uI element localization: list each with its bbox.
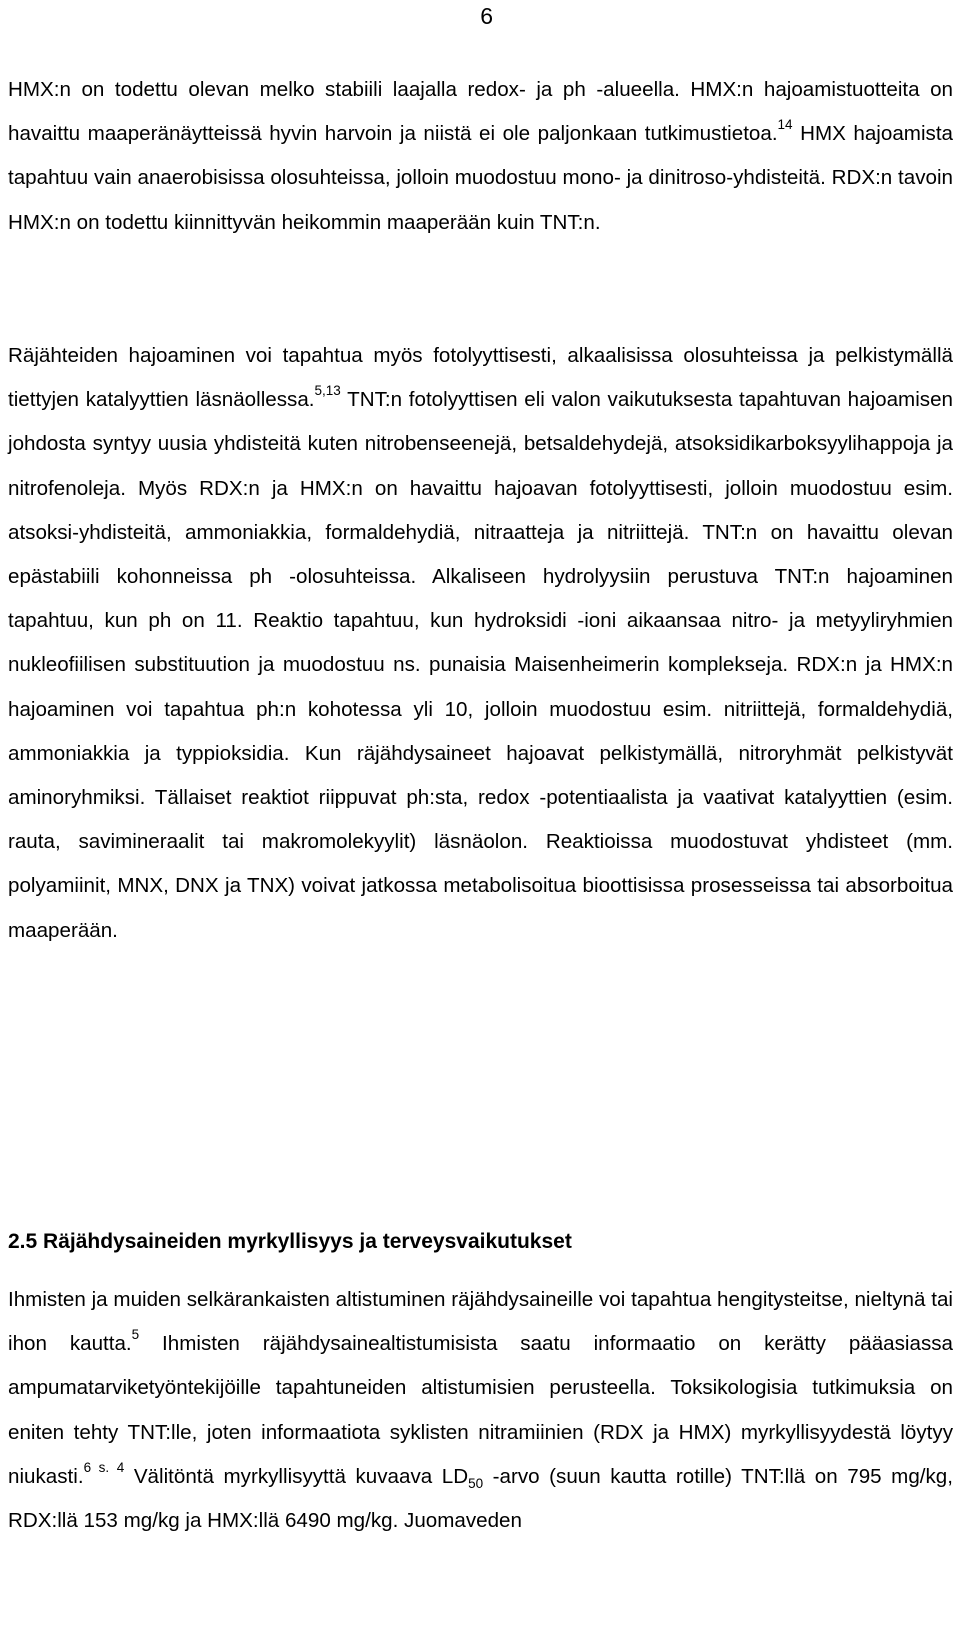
paragraph-text: Välitöntä myrkyllisyyttä kuvaava LD — [124, 1464, 469, 1488]
paragraph-toxicity — [8, 1278, 953, 1543]
paragraph-degradation — [8, 334, 953, 953]
paragraph-text: Räjähteiden hajoaminen voi tapahtua myös fotolyyttisesti, alkaalisissa olosuhteissa ja pelkistymällä tiettyjen katalyyttien läsnäollessa. — [8, 344, 953, 412]
citation-ref: 6 s. 4 — [83, 1459, 125, 1475]
citation-ref: 5,13 — [314, 383, 341, 399]
section-heading: 2.5 Räjähdysaineiden myrkyllisyys ja terveysvaikutukset — [8, 1230, 572, 1253]
citation-ref: 14 — [777, 117, 793, 133]
paragraph-text: Ihmisten räjähdysainealtistumisista saatu informaatio on kerätty pääasiassa ampumatarviketyöntekijöille tapahtuneiden altistumisien perusteella. Toksikologisia tutkimuksia on eniten tehty TNT:lle, joten informaatiota syklisten nitramiinien (RDX ja HMX) myrkyllisyydestä löytyy niukasti. — [8, 1332, 954, 1488]
paragraph-text: HMX hajoamista tapahtuu vain anaerobisissa olosuhteissa, jolloin muodostuu mono- ja dinitroso-yhdisteitä. RDX:n tavoin HMX:n on todettu kiinnittyvän heikommin maaperään kuin TNT:n. — [8, 122, 953, 234]
paragraph-text: HMX:n on todettu olevan melko stabiili laajalla redox- ja ph -alueella. HMX:n hajoamistuotteita on havaittu maaperänäytteissä hyvin harvoin ja niistä ei ole paljonkaan tutkimustietoa. — [8, 78, 953, 146]
paragraph-hmx-stability — [8, 68, 953, 245]
subscript: 50 — [468, 1475, 484, 1491]
paragraph-text: Ihmisten ja muiden selkärankaisten altistuminen räjähdysaineille voi tapahtua hengitysteitse, nieltynä tai ihon kautta. — [8, 1288, 953, 1356]
paragraph-text: TNT:n fotolyyttisen eli valon vaikutuksesta tapahtuvan hajoamisen johdosta syntyy uusia yhdisteitä kuten nitrobenseenejä, betsaldehydejä, atsoksidikarboksyylihappoja ja nitrofenoleja. Myös RDX:n ja HMX:n on havaittu hajoavan fotolyyttisesti, jolloin muodostuu esim. atsoksi-yhdisteitä, ammoniakkia, formaldehydiä, nitraatteja ja nitriittejä. TNT:n on havaittu olevan epästabiili kohonneissa ph -olosuhteissa. Alkaliseen hydrolyysiin perustuva TNT:n hajoaminen tapahtuu, kun ph on 11. Reaktio tapahtuu, kun hydroksidi -ioni aikaansaa nitro- ja metyyliryhmien nukleofiilisen substituution ja muodostuu ns. punaisia Maisenheimerin komplekseja. RDX:n ja HMX:n hajoaminen voi tapahtua ph:n kohotessa yli 10, jolloin muodostuu esim. nitriittejä, formaldehydiä, ammoniakkia ja typpioksidia. Kun räjähdysaineet hajoavat pelkistymällä, nitroryhmät pelkistyvät aminoryhmiksi. Tällaiset reaktiot riippuvat ph:sta, redox -potentiaalista ja vaativat katalyyttien (esim. rauta, savimineraalit tai makromolekyylit) läsnäolon. Reaktioissa muodostuvat yhdisteet (mm. polyamiinit, MNX, DNX ja TNX) voivat jatkossa metabolisoitua bioottisissa prosesseissa tai absorboitua maaperään. — [8, 388, 953, 942]
page-number: 6 — [480, 3, 493, 29]
paragraph-text: -arvo (suun kautta rotille) TNT:llä on 795 mg/kg, RDX:llä 153 mg/kg ja HMX:llä 6490 mg/kg. Juomaveden — [8, 1464, 953, 1533]
citation-ref: 5 — [131, 1327, 140, 1343]
